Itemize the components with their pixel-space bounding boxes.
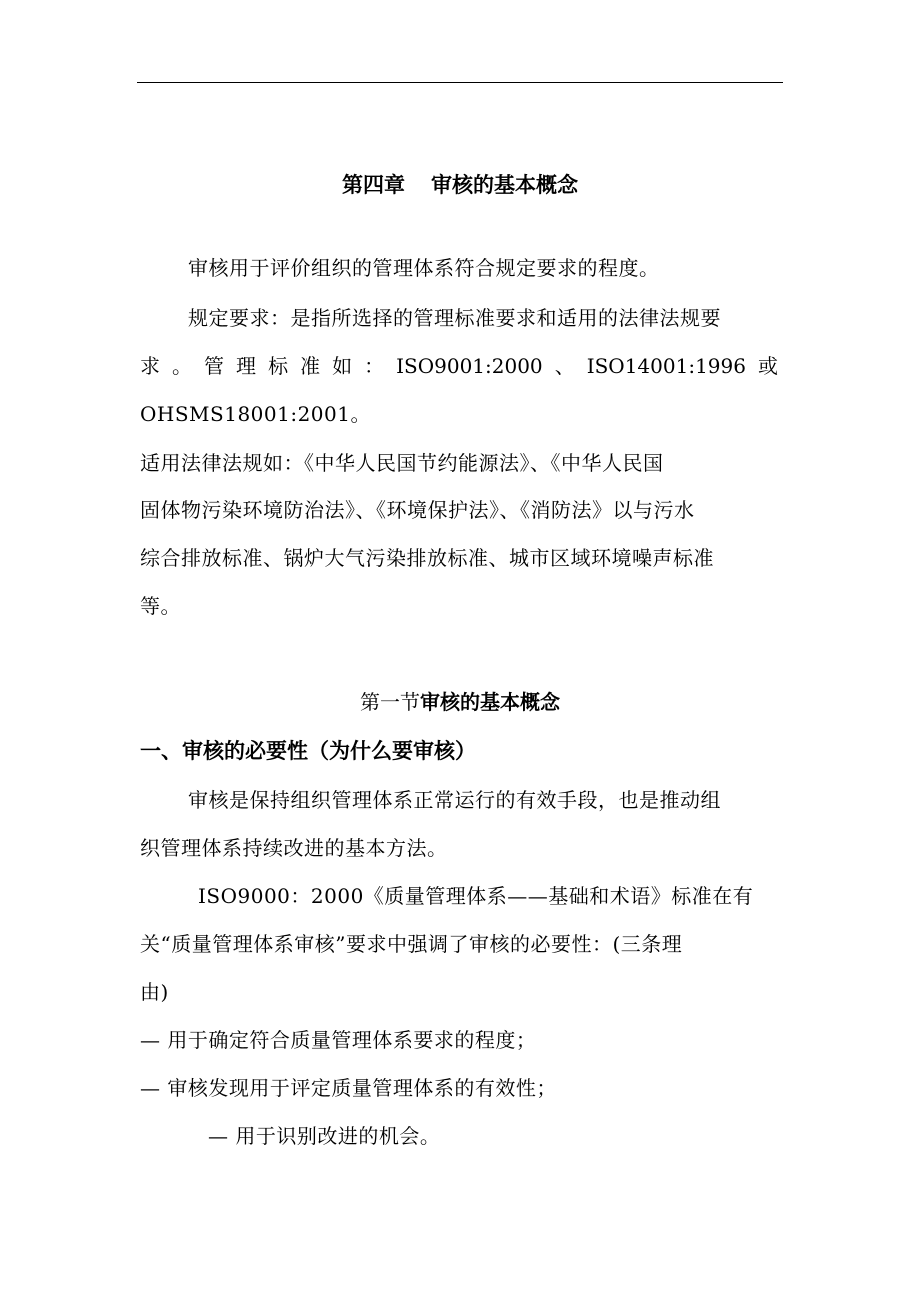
section-title (0, 690, 920, 714)
word: 标 (268, 354, 289, 378)
intro-paragraph-3-line-1: 适用法律法规如：《中华人民国节约能源法》、《中华人民国 (140, 451, 664, 475)
word: ISO14001:1996 (586, 354, 746, 378)
intro-paragraph-1: 审核用于评价组织的管理体系符合规定要求的程度。 (188, 256, 660, 280)
intro-paragraph-2-line-2 (140, 354, 778, 378)
intro-paragraph-2-line-3: OHSMS18001:2001。 (140, 402, 371, 426)
chapter-number: 第四章 (342, 173, 405, 197)
word: 理 (236, 354, 257, 378)
intro-paragraph-3-line-3: 综合排放标准、锅炉大气污染排放标准、城市区域环境噪声标准 (140, 546, 714, 570)
word: 管 (204, 354, 225, 378)
intro-paragraph-2-line-1: 规定要求：是指所选择的管理标准要求和适用的法律法规要 (188, 306, 721, 330)
word: ISO9001:2000 (396, 354, 543, 378)
heading-necessity: 一、审核的必要性（为什么要审核） (140, 739, 476, 763)
section-number: 第一节 (360, 690, 420, 714)
reason-list-item-1: — 用于确定符合质量管理体系要求的程度； (140, 1028, 537, 1052)
chapter-title (0, 172, 920, 198)
word: 如 (332, 354, 353, 378)
header-rule (137, 82, 783, 83)
intro-paragraph-3-line-2: 固体物污染环境防治法》、《环境保护法》、《消防法》以与污水 (140, 498, 695, 522)
word: ： (364, 354, 385, 378)
body-paragraph-1-line-1: 审核是保持组织管理体系正常运行的有效手段，也是推动组 (188, 788, 721, 812)
word: 求 (140, 354, 160, 378)
intro-paragraph-3-line-4: 等。 (140, 594, 181, 618)
body-paragraph-1-line-2: 织管理体系持续改进的基本方法。 (140, 836, 448, 860)
reason-list-item-2: — 审核发现用于评定质量管理体系的有效性； (140, 1076, 557, 1100)
word: 。 (172, 354, 193, 378)
word: 或 (757, 354, 778, 378)
section-name: 审核的基本概念 (420, 690, 560, 714)
body-paragraph-2-line-2: 关“质量管理体系审核”要求中强调了审核的必要性：(三条理 (140, 932, 683, 956)
chapter-name: 审核的基本概念 (431, 173, 578, 197)
word: 准 (300, 354, 321, 378)
body-paragraph-2-line-1: ISO9000：2000《质量管理体系——基础和术语》标准在有 (198, 884, 754, 908)
reason-list-item-3: — 用于识别改进的机会。 (208, 1124, 441, 1148)
body-paragraph-2-line-3: 由) (140, 980, 169, 1004)
word: 、 (554, 354, 575, 378)
